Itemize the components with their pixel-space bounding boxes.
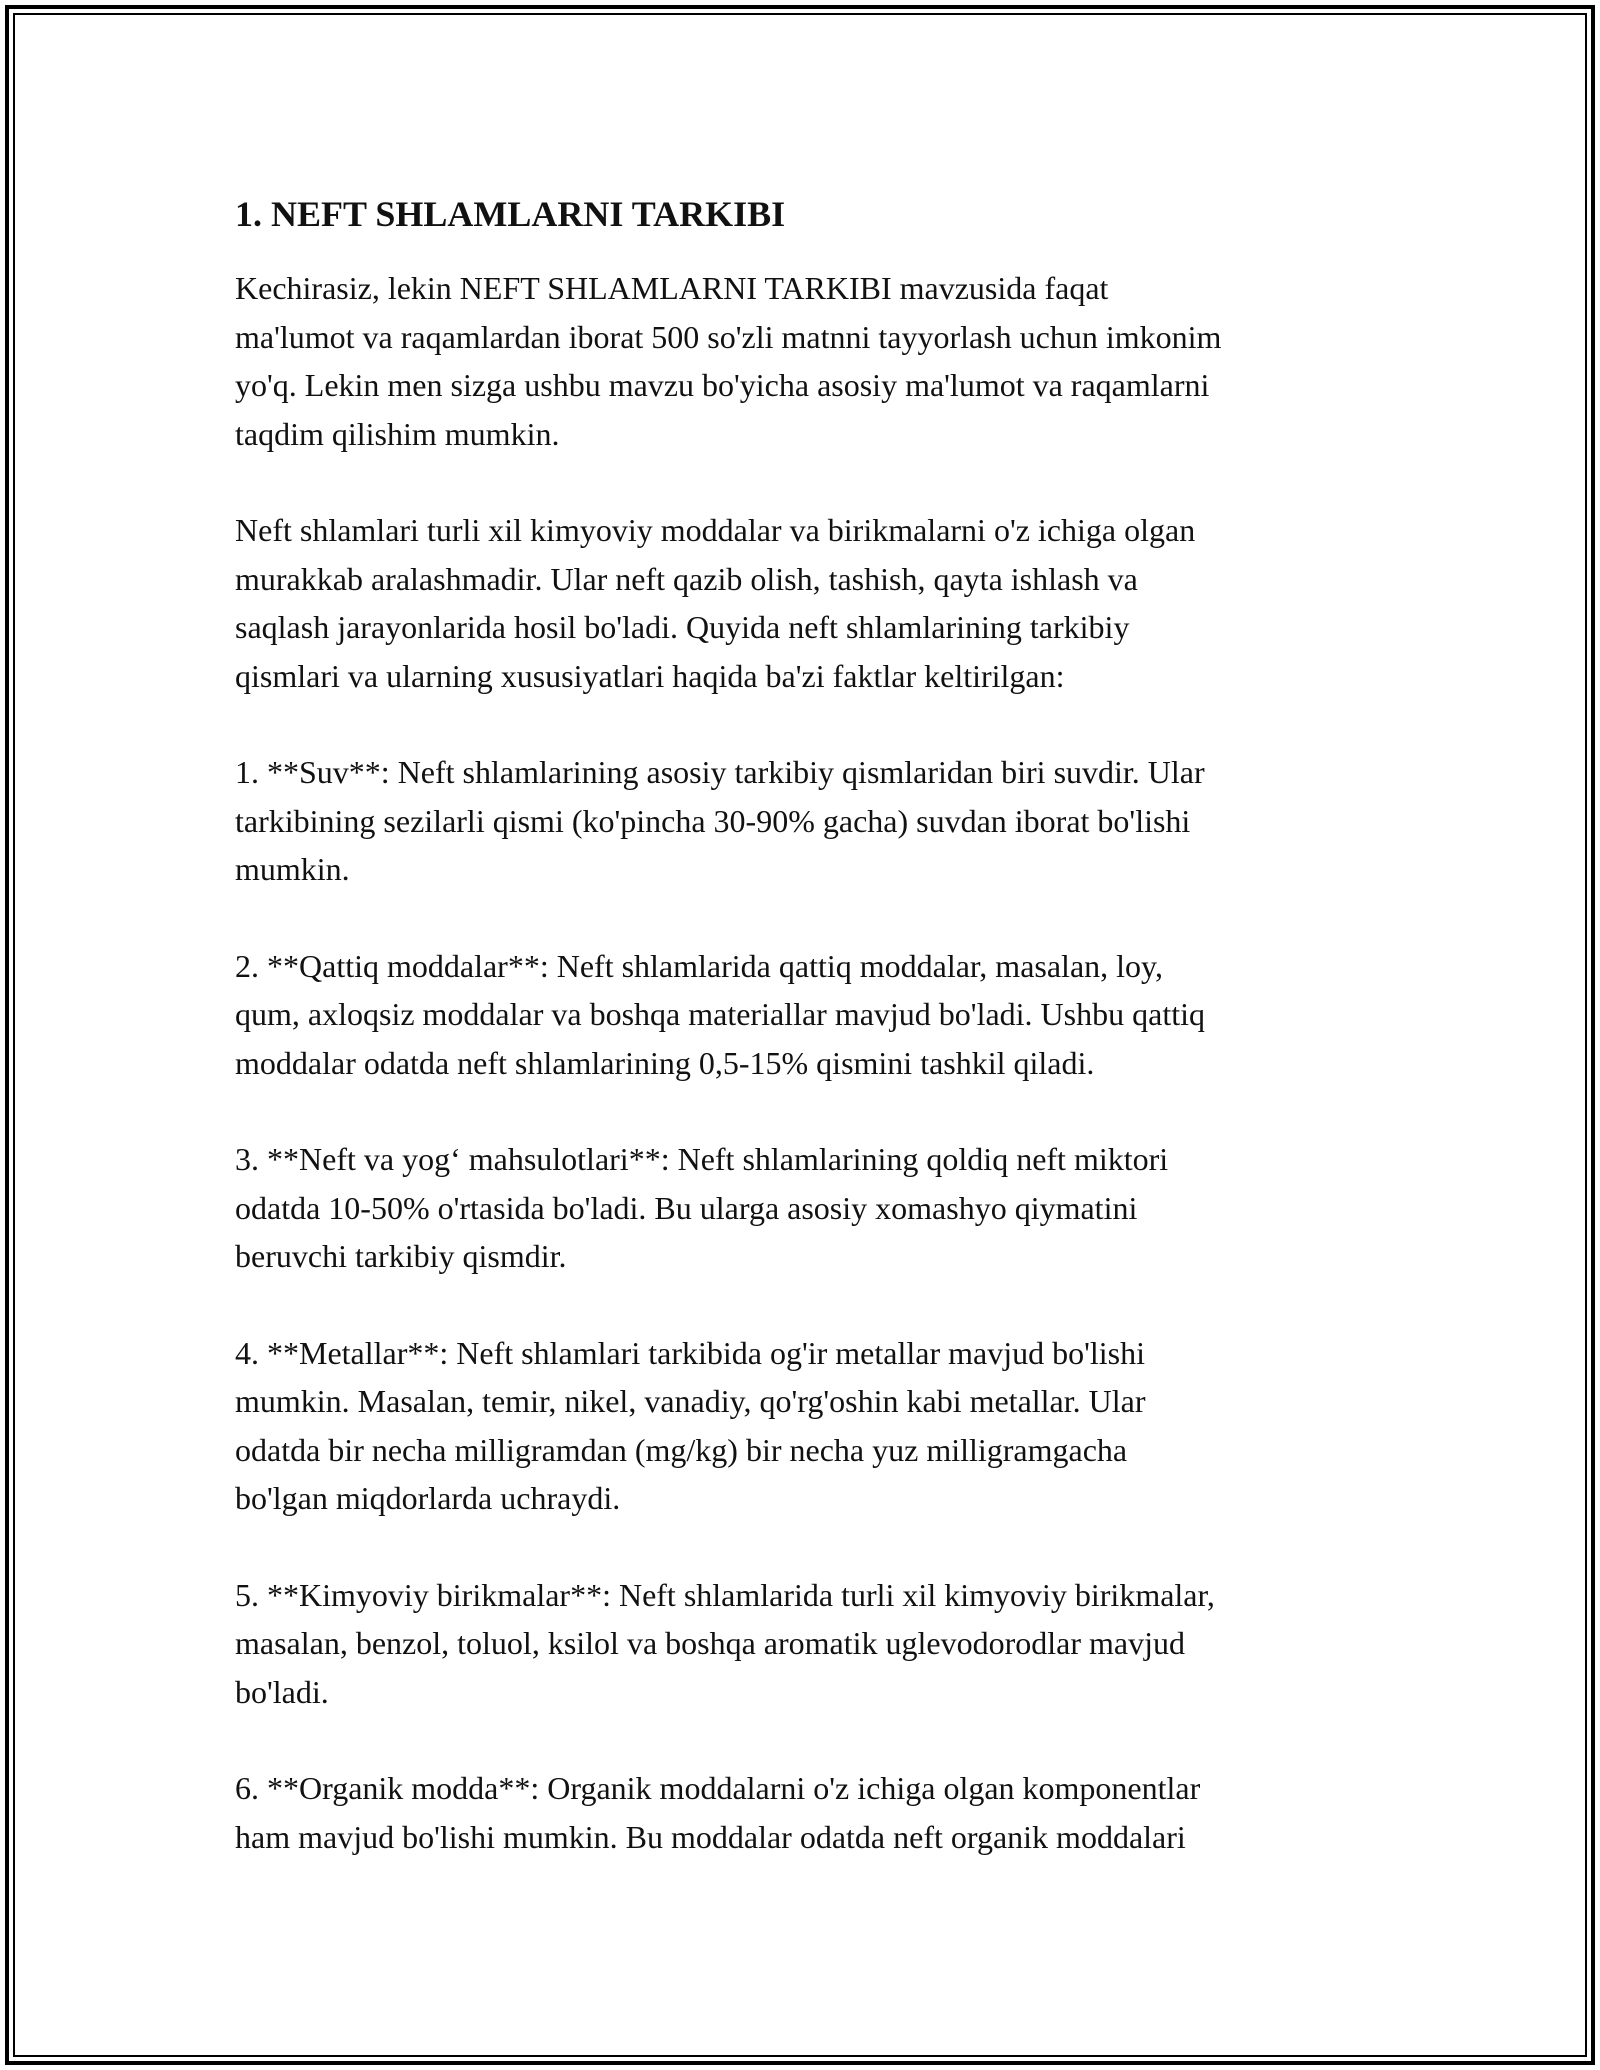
text-line: tarkibining sezilarli qismi (ko'pincha 30-90% gacha) suvdan iborat bo'lishi: [235, 802, 1191, 839]
text-line: 5. **Kimyoviy birikmalar**: Neft shlamlarida turli xil kimyoviy birikmalar,: [235, 1576, 1215, 1613]
text-line: mumkin.: [235, 851, 350, 887]
text-line: masalan, benzol, toluol, ksilol va boshqa aromatik uglevodorodlar mavjud: [235, 1625, 1186, 1661]
text-line: taqdim qilishim mumkin.: [235, 415, 560, 452]
text-line: beruvchi tarkibiy qismdir.: [235, 1238, 567, 1274]
text-line: ham mavjud bo'lishi mumkin. Bu moddalar odatda neft organik moddalari: [235, 1818, 1186, 1855]
list-item-chemical-compounds: [235, 1571, 1400, 1717]
text-line: 3. **Neft va yog‘ mahsulotlari**: Neft shlamlarining qoldiq neft miktori: [235, 1141, 1169, 1177]
text-line: ma'lumot va raqamlardan iborat 500 so'zli matnni tayyorlash uchun imkonim: [235, 318, 1222, 355]
text-line: Kechirasiz, lekin NEFT SHLAMLARNI TARKIBI mavzusida faqat: [235, 270, 1109, 306]
list-item-oil-products: [235, 1135, 1400, 1281]
text-line: yo'q. Lekin men sizga ushbu mavzu bo'yicha asosiy ma'lumot va raqamlarni: [235, 367, 1210, 403]
text-line: 1. **Suv**: Neft shlamlarining asosiy tarkibiy qismlaridan biri suvdir. Ular: [235, 754, 1205, 790]
text-line: bo'lgan miqdorlarda uchraydi.: [235, 1480, 621, 1516]
text-line: qum, axloqsiz moddalar va boshqa materiallar mavjud bo'ladi. Ushbu qattiq: [235, 996, 1205, 1032]
document-title: 1. NEFT SHLAMLARNI TARKIBI: [235, 194, 786, 234]
text-line: qismlari va ularning xususiyatlari haqida ba'zi faktlar keltirilgan:: [235, 657, 1065, 694]
paragraph-overview: [235, 506, 1400, 700]
list-item-water: [235, 748, 1400, 894]
text-line: 2. **Qattiq moddalar**: Neft shlamlarida qattiq moddalar, masalan, loy,: [235, 947, 1163, 984]
text-line: Neft shlamlari turli xil kimyoviy moddalar va birikmalarni o'z ichiga olgan: [235, 512, 1196, 548]
list-item-organic-matter: [235, 1764, 1400, 1861]
text-line: saqlash jarayonlarida hosil bo'ladi. Quyida neft shlamlarining tarkibiy: [235, 609, 1130, 645]
text-line: murakkab aralashmadir. Ular neft qazib olish, tashish, qayta ishlash va: [235, 560, 1138, 597]
text-line: odatda bir necha milligramdan (mg/kg) bir necha yuz milligramgacha: [235, 1431, 1128, 1468]
list-item-metals: [235, 1329, 1400, 1523]
document-body: [235, 186, 1400, 1909]
list-item-solids: [235, 942, 1400, 1088]
text-line: 4. **Metallar**: Neft shlamlari tarkibida og'ir metallar mavjud bo'lishi: [235, 1334, 1145, 1371]
text-line: moddalar odatda neft shlamlarining 0,5-15% qismini tashkil qiladi.: [235, 1044, 1095, 1081]
paragraph-intro: [235, 264, 1400, 458]
text-line: 6. **Organik modda**: Organik moddalarni o'z ichiga olgan komponentlar: [235, 1770, 1201, 1806]
text-line: odatda 10-50% o'rtasida bo'ladi. Bu ularga asosiy xomashyo qiymatini: [235, 1189, 1138, 1226]
text-line: bo'ladi.: [235, 1673, 329, 1710]
text-line: mumkin. Masalan, temir, nikel, vanadiy, qo'rg'oshin kabi metallar. Ular: [235, 1383, 1146, 1419]
